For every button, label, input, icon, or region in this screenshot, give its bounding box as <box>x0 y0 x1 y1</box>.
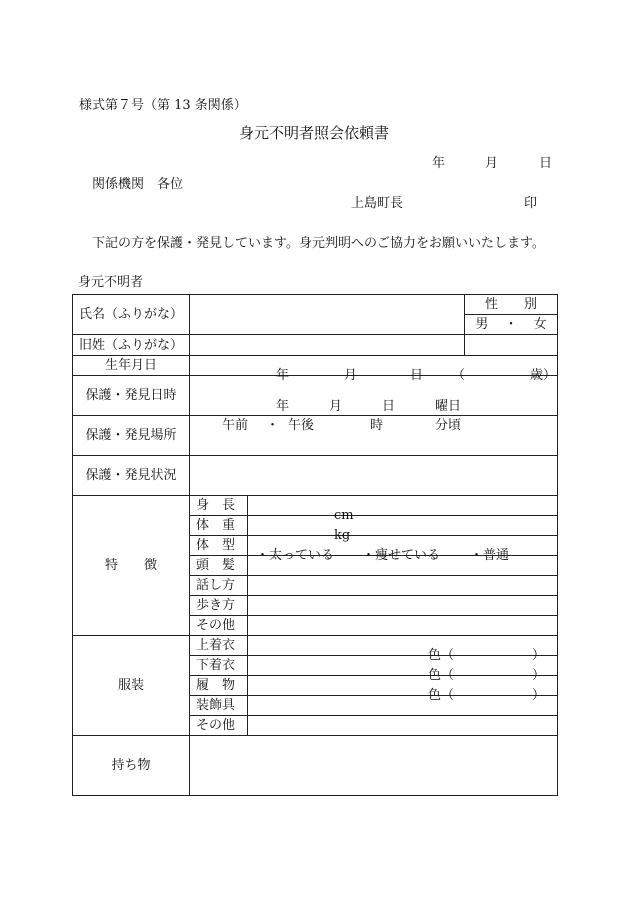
date-day-label: 日 <box>539 156 553 171</box>
dt-minute-label: 分頃 <box>435 417 462 433</box>
addressee: 関係機関 各位 <box>92 177 184 192</box>
dt-day-label: 日 <box>382 398 396 414</box>
clothing-shoes-field[interactable] <box>248 676 558 703</box>
section-label: 身元不明者 <box>78 275 144 290</box>
feature-weight-field[interactable] <box>248 516 558 543</box>
feature-gait-field[interactable] <box>248 596 558 616</box>
height-unit: cm <box>334 507 354 523</box>
inquiry-form-table <box>72 294 558 796</box>
date-month-label: 月 <box>485 156 499 171</box>
clothing-bottom-color: 色（ <box>428 667 455 683</box>
birth-day-label: 日 <box>410 367 424 383</box>
birth-label: 生年月日 <box>73 356 190 376</box>
dt-am[interactable]: 午前 <box>222 417 249 433</box>
page-title: 身元不明者照会依頼書 <box>239 124 390 142</box>
form-number: 様式第７号（第 13 条関係） <box>79 98 247 113</box>
clothing-other-label: その他 <box>190 716 248 736</box>
feature-weight-label: 体 重 <box>190 516 248 536</box>
feature-build-label: 体 型 <box>190 536 248 556</box>
feature-height-label: 身 長 <box>190 496 248 516</box>
feature-height-field[interactable] <box>248 496 558 523</box>
situation-label: 保護・発見状況 <box>73 456 190 496</box>
clothing-shoes-color: 色（ <box>428 687 455 703</box>
old-surname-field[interactable] <box>190 335 465 356</box>
old-surname-label: 旧姓（ふりがな） <box>73 335 190 356</box>
dt-weekday-label: 曜日 <box>435 398 462 414</box>
datetime-field[interactable] <box>190 376 558 433</box>
sex-separator: ・ <box>504 317 518 332</box>
belongings-field[interactable] <box>190 736 558 796</box>
feature-gait-label: 歩き方 <box>190 596 248 616</box>
dt-month-label: 月 <box>329 398 343 414</box>
birth-month-label: 月 <box>344 367 358 383</box>
clothing-other-field[interactable] <box>248 716 558 736</box>
clothing-top-color: 色（ <box>428 647 455 663</box>
age-open: （ <box>452 367 466 383</box>
birth-field[interactable] <box>190 356 558 383</box>
clothing-top-close: ） <box>532 647 546 663</box>
sex-female[interactable]: 女 <box>533 317 547 332</box>
feature-other-label: その他 <box>190 616 248 636</box>
dt-year-label: 年 <box>276 398 290 414</box>
build-option-thin[interactable]: ・痩せている <box>362 547 441 563</box>
build-option-heavy[interactable]: ・太っている <box>256 547 335 563</box>
clothing-accessory-label: 装飾具 <box>190 696 248 716</box>
name-label: 氏名（ふりがな） <box>73 295 190 335</box>
dt-separator: ・ <box>266 417 280 433</box>
clothing-accessory-field[interactable] <box>248 696 558 716</box>
feature-other-field[interactable] <box>248 616 558 636</box>
datetime-label: 保護・発見日時 <box>73 376 190 416</box>
clothing-shoes-label: 履 物 <box>190 676 248 696</box>
weight-unit: kg <box>334 527 351 543</box>
clothing-label: 服装 <box>73 636 190 736</box>
clothing-bottom-label: 下着衣 <box>190 656 248 676</box>
intro-text: 下記の方を保護・発見しています。身元判明へのご協力をお願いいたします。 <box>92 236 545 251</box>
clothing-top-label: 上着衣 <box>190 636 248 656</box>
clothing-bottom-close: ） <box>532 667 546 683</box>
situation-field[interactable] <box>190 456 558 496</box>
feature-speech-label: 話し方 <box>190 576 248 596</box>
date-year-label: 年 <box>432 156 446 171</box>
feature-build-field[interactable] <box>248 536 558 563</box>
clothing-shoes-close: ） <box>532 687 546 703</box>
sex-label: 性 別 <box>465 295 558 315</box>
old-surname-blank <box>465 335 558 356</box>
feature-hair-label: 頭 髪 <box>190 556 248 576</box>
build-option-normal[interactable]: ・普通 <box>470 547 510 563</box>
clothing-bottom-field[interactable] <box>248 656 558 683</box>
place-label: 保護・発見場所 <box>73 416 190 456</box>
sender-name: 上島町長 <box>351 196 404 211</box>
sex-options[interactable] <box>465 315 558 335</box>
dt-hour-label: 時 <box>370 417 384 433</box>
clothing-top-field[interactable] <box>248 636 558 663</box>
belongings-label: 持ち物 <box>73 736 190 796</box>
age-close: 歳） <box>530 367 557 383</box>
name-field[interactable] <box>190 295 465 335</box>
dt-pm[interactable]: 午後 <box>288 417 315 433</box>
sex-male[interactable]: 男 <box>475 317 489 332</box>
feature-speech-field[interactable] <box>248 576 558 596</box>
seal-mark: 印 <box>524 196 538 211</box>
birth-year-label: 年 <box>276 367 290 383</box>
features-label: 特 徴 <box>73 496 190 636</box>
